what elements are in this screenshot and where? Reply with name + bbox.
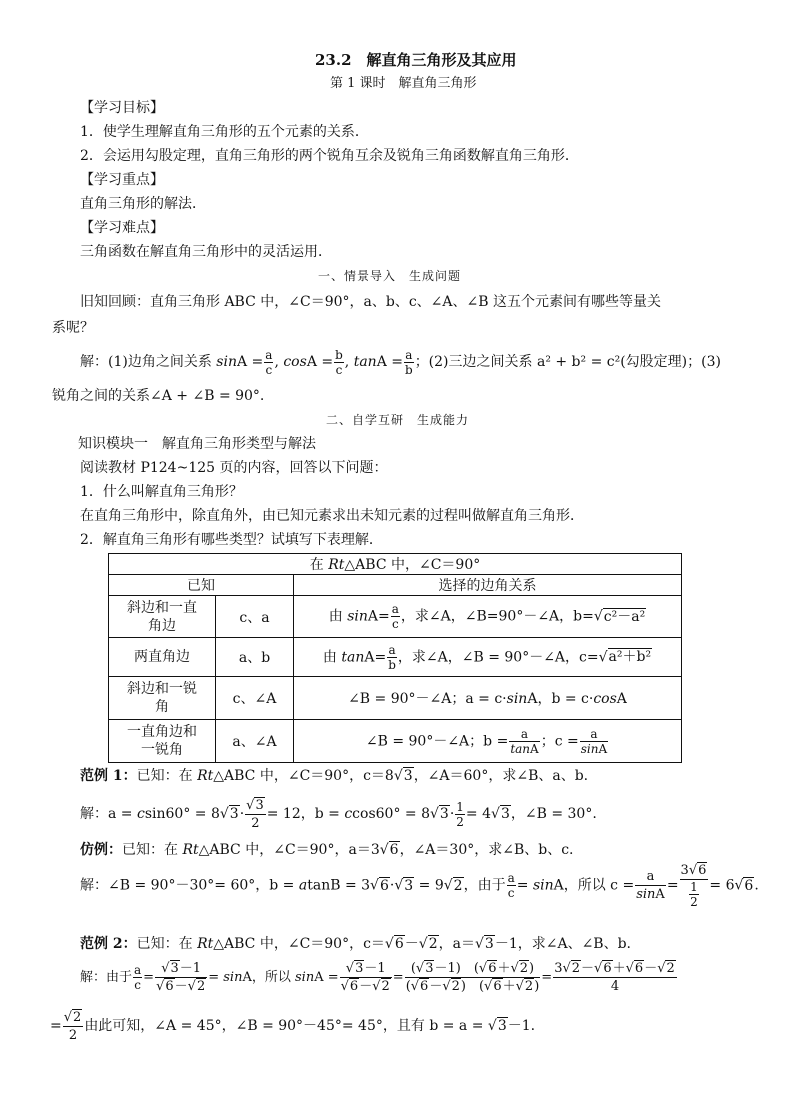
relation-cell: 由 sinA= $\frac{a}{c}$ ，求∠A，∠B=90°－∠A，b=√c²－a²: [294, 596, 682, 638]
relation-cell: ∠B = 90°－∠A；a = c·sinA，b = c·cosA: [294, 677, 682, 720]
example-2-label: 范例 2：: [80, 936, 137, 952]
example-1-statement: 范例 1：已知：在 Rt△ABC 中，∠C＝90°，c＝8√3，∠A＝60°，求∠B、a、b.: [80, 768, 589, 784]
known-type: 斜边和一锐 角: [109, 677, 216, 720]
table-row: [109, 677, 682, 720]
answer-1: 在直角三角形中，除直角外，由已知元素求出未知元素的过程叫做解直角三角形．: [80, 508, 584, 524]
relation-cell: 由 tanA= $\frac{a}{b}$ ，求∠A，∠B = 90°－∠A，c=√a²＋b²: [294, 638, 682, 677]
difficulty-heading: 【学习难点】: [80, 220, 164, 236]
table-row: [109, 638, 682, 677]
col-relation-header: 选择的边角关系: [294, 575, 682, 596]
example-2-solution-line2: = $\frac{√2}{2}$ 由此可知，∠A = 45°，∠B = 90°－45°= 45°，且有 b = a = √3－1.: [50, 1009, 536, 1043]
table-header: 在 Rt△ABC 中，∠C＝90°: [109, 554, 682, 575]
page-title: 23.2 解直角三角形及其应用: [315, 51, 517, 69]
given-values: a、b: [216, 638, 294, 677]
practice-label: 仿例：: [80, 842, 122, 858]
example-2-solution-line1: 解：由于 $\frac{a}{c}$ = $\frac{√3-1}{√6-√2}$ = sinA，所以 sinA = $\frac{√3-1}{√6-√2}$ = $\frac{(√3-1) (√6+√2)}{(√6-√2) (√6+√2)}$ = $\frac{3√2-√6+√6-√2}{4}$: [80, 961, 675, 994]
known-type: 一直角边和 一锐角: [109, 720, 216, 763]
question-2: 2．解直角三角形有哪些类型？试填写下表理解．: [80, 532, 383, 548]
answer-mid: ；(2)三边之间关系 a² + b² = c²(勾股定理)；(3): [414, 354, 721, 370]
answer-prefix: 解：(1)边角之间关系: [80, 354, 212, 370]
table-row: [109, 720, 682, 763]
relation-cell: ∠B = 90°－∠A；b = $\frac{a}{\tan A}$ ；c = $\frac{a}{\sin A}$: [294, 720, 682, 763]
example-2-statement: 范例 2：已知：在 Rt△ABC 中，∠C＝90°，c＝√6－√2，a＝√3－1，求∠A、∠B、b.: [80, 936, 632, 952]
question-1: 1．什么叫解直角三角形？: [80, 484, 243, 500]
example-1-label: 范例 1：: [80, 768, 137, 784]
known-type: 斜边和一直 角边: [109, 596, 216, 638]
key-heading: 【学习重点】: [80, 172, 164, 188]
section-heading-1: 一、情景导入 生成问题: [318, 269, 462, 283]
practice-solution: 解：∠B = 90°－30°= 60°，b = atanB = 3√6·√3 = 9√2，由于 $\frac{a}{c}$ = sinA，所以 c = $\frac{a}{\sin A}$ = $\frac{3√6}{\frac{1}{2}}$ = 6√6.: [80, 863, 759, 909]
example-1-solution: 解：a = csin60° = 8√3· $\frac{√3}{2}$ = 12，b = ccos60° = 8√3· $\frac{1}{2}$ = 4√3，∠B = 30°.: [80, 797, 597, 831]
given-values: a、∠A: [216, 720, 294, 763]
review-question-line2: 系呢？: [52, 320, 94, 336]
table-row: [109, 596, 682, 638]
given-values: c、∠A: [216, 677, 294, 720]
review-answer-line2: 锐角之间的关系∠A + ∠B = 90°.: [52, 388, 265, 404]
review-answer-line1: 解：(1)边角之间关系 sinA = $\frac{a}{c}$ , cosA = $\frac{b}{c}$ , tanA = $\frac{a}{b}$ ；(2)三边之间关系 a² + b² = c²(勾股定理)；(3): [80, 347, 721, 377]
key-text: 直角三角形的解法．: [80, 196, 206, 212]
known-type: 两直角边: [109, 638, 216, 677]
review-question-line1: 旧知回顾：直角三角形 ABC 中，∠C＝90°，a、b、c、∠A、∠B 这五个元素间有哪些等量关: [80, 294, 661, 310]
goals-heading: 【学习目标】: [80, 100, 164, 116]
given-values: c、a: [216, 596, 294, 638]
solution-types-table: [108, 553, 682, 763]
section-heading-2: 二、自学互研 生成能力: [326, 413, 470, 427]
module-heading: 知识模块一 解直角三角形类型与解法: [78, 436, 316, 452]
goal-item-2: 2．会运用勾股定理，直角三角形的两个锐角互余及锐角三角函数解直角三角形．: [80, 148, 579, 164]
read-instruction: 阅读教材 P124~125 页的内容，回答以下问题：: [80, 460, 388, 476]
goal-item-1: 1．使学生理解直角三角形的五个元素的关系．: [80, 124, 369, 140]
practice-statement: 仿例：已知：在 Rt△ABC 中，∠C＝90°，a＝3√6，∠A＝30°，求∠B、b、c.: [80, 842, 574, 858]
difficulty-text: 三角函数在解直角三角形中的灵活运用．: [80, 244, 332, 260]
lesson-subtitle: 第 1 课时 解直角三角形: [330, 76, 477, 91]
col-known-header: 已知: [109, 575, 294, 596]
